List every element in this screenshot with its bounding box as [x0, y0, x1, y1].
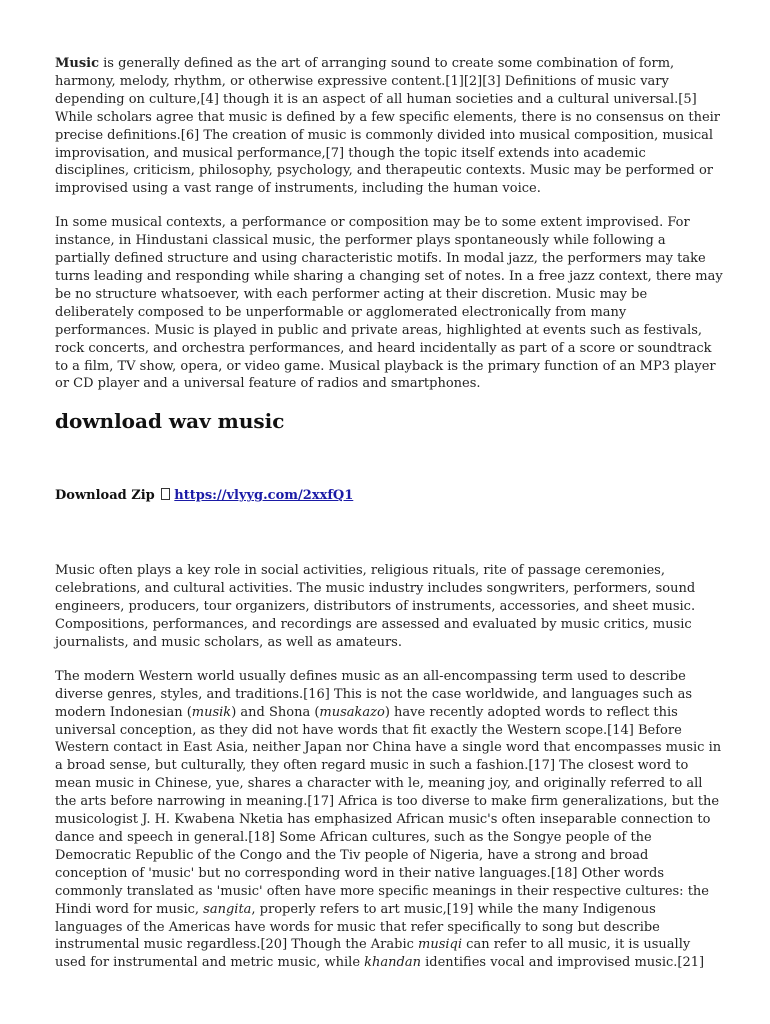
- intro-text: is generally defined as the art of arranging sound to create some combination of form, harmony, melody, rhythm, or otherwise expressive content.[1][2][3] Definitions of music vary depending on culture,[4] though it is an aspect of all human societies and a cultural universal.[5] While scholars agree that music is defined by a few specific elements, there is no consensus on their precise definitions.[6] The creation of music is commonly divided into musical composition, musical improvisation, and musical performance,[7] though the topic itself extends into academic disciplines, criticism, philosophy, psychology, and therapeutic contexts. Music may be performed or improvised using a vast range of instruments, including the human voice.: [55, 56, 721, 197]
- social-paragraph: Music often plays a key role in social activities, religious rituals, rite of passage ceremonies, celebrations, and cultural activities. The music industry includes songwriters, performers, sound engineers, producers, tour organizers, distributors of instruments, accessories, and sheet music. Compositions, performances, and recordings are assessed and evaluated by music critics, music journalists, and music scholars, as well as amateurs.: [55, 563, 696, 650]
- download-link[interactable]: https://vlyyg.com/2xxfQ1: [174, 488, 354, 504]
- western-paragraph: [55, 668, 723, 972]
- missing-glyph-icon: [161, 488, 170, 500]
- download-line: [55, 487, 723, 505]
- p4-text-2: ) and Shona (: [231, 704, 320, 720]
- p4-italic-musiqi: musiqi: [418, 937, 463, 953]
- p4-italic-musik: musik: [191, 704, 232, 720]
- p4-text-6: identifies vocal and improvised music.[21]: [421, 955, 705, 971]
- p4-italic-sangita: sangita: [203, 901, 252, 917]
- p4-text-1: The modern Western world usually defines music as an all-encompassing term used to describe diverse genres, styles, and traditions.[16] This is not the case worldwide, and languages such as modern Indonesian (: [55, 668, 692, 720]
- p4-italic-khandan: khandan: [364, 955, 421, 971]
- intro-term: Music: [55, 56, 100, 71]
- p4-text-5: can refer to all music, it is usually used for instrumental and metric music, while: [55, 937, 691, 971]
- p4-text-4: , properly refers to art music,[19] while the many Indigenous languages of the Americas have words for music that refer specifically to song but describe instrumental music regardless.[20] Though the Arabic: [55, 901, 660, 953]
- improvisation-paragraph: In some musical contexts, a performance or composition may be to some extent improvised. For instance, in Hindustani classical music, the performer plays spontaneously while following a partially defined structure and using characteristic motifs. In modal jazz, the performers may take turns leading and responding while sharing a changing set of notes. In a free jazz context, there may be no structure whatsoever, with each performer acting at their discretion. Music may be deliberately composed to be unperformable or agglomerated electronically from many performances. Music is played in public and private areas, highlighted at events such as festivals, rock concerts, and orchestra performances, and heard incidentally as part of a score or soundtrack to a film, TV show, opera, or video game. Musical playback is the primary function of an MP3 player or CD player and a universal feature of radios and smartphones.: [55, 215, 723, 392]
- intro-paragraph: [55, 55, 723, 198]
- p4-italic-musakazo: musakazo: [319, 704, 385, 720]
- section-heading: download wav music: [55, 409, 285, 434]
- download-label: Download Zip: [55, 488, 155, 504]
- p4-text-3: ) have recently adopted words to reflect this universal conception, as they did not have words that fit exactly the Western scope.[14] Before Western contact in East Asia, neither Japan nor China have a single word that encompasses music in a broad sense, but culturally, they often regard music in such a fashion.[17] The closest word to mean music in Chinese, yue, shares a character with le, meaning joy, and originally referred to all the arts before narrowing in meaning.[17] Africa is too diverse to make firm generalizations, but the musicologist J. H. Kwabena Nketia has emphasized African music's often inseparable connection to dance and speech in general.[18] Some African cultures, such as the Songye people of the Democratic Republic of the Congo and the Tiv people of Nigeria, have a strong and broad conception of 'music' but no corresponding word in their native languages.[18] Other words commonly translated as 'music' often have more specific meanings in their respective cultures: the Hindi word for music,: [55, 704, 722, 917]
- document-page: [55, 55, 723, 972]
